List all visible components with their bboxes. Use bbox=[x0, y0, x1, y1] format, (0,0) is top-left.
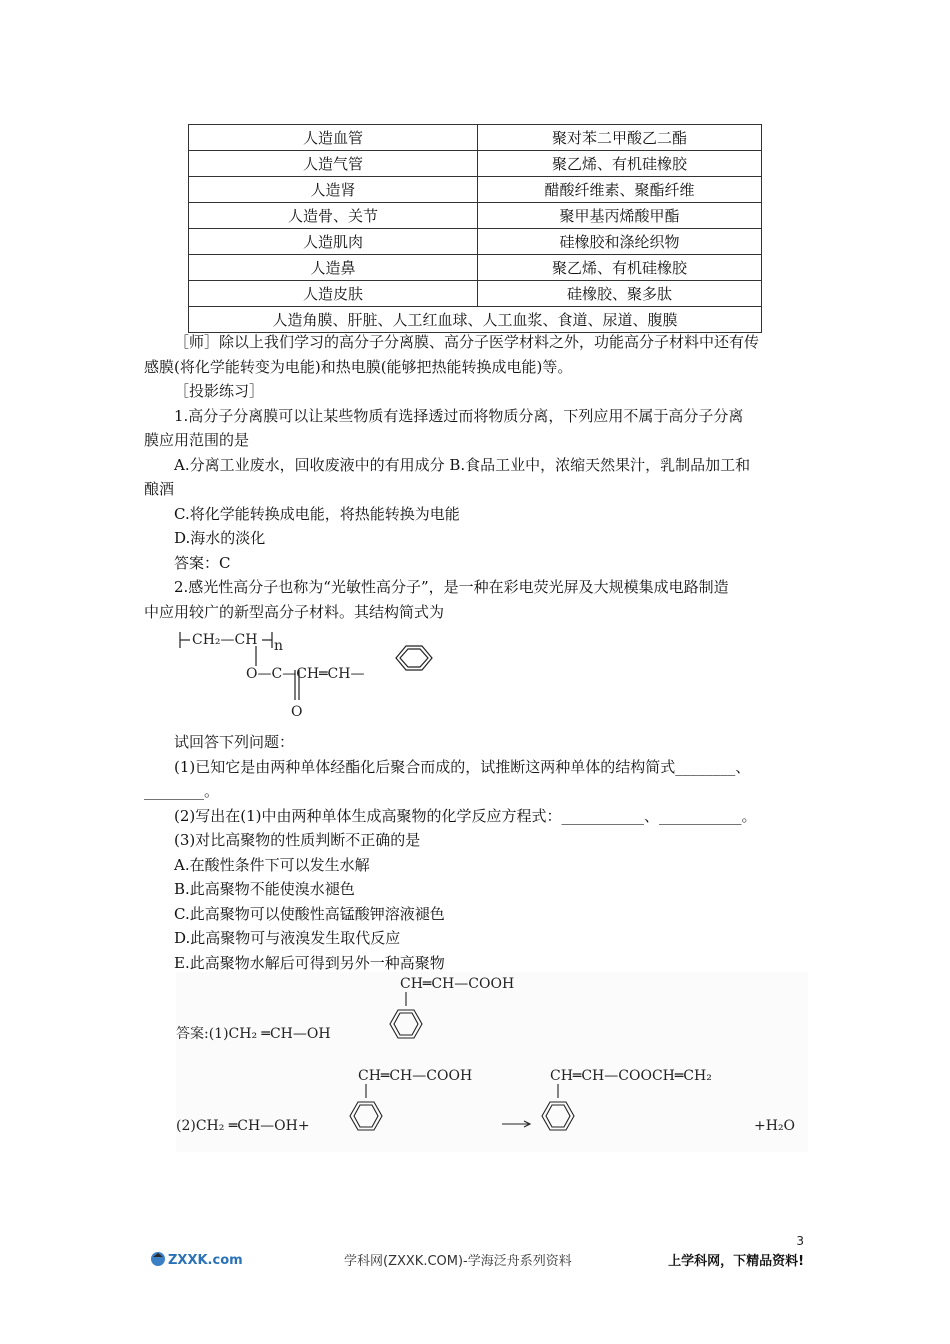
text-block-2 bbox=[144, 730, 808, 975]
answer: 答案：C bbox=[174, 553, 231, 572]
paragraph: 中应用较广的新型高分子材料。其结构简式为 bbox=[144, 602, 445, 621]
water-product: +H₂O bbox=[754, 1118, 796, 1134]
question-1: 1.高分子分离膜可以让某些物质有选择透过而将物质分离，下列应用不属于高分子分离 bbox=[174, 406, 744, 425]
table-cell: 硅橡胶、聚多肽 bbox=[478, 281, 762, 307]
option-a: A.在酸性条件下可以发生水解 bbox=[174, 855, 370, 874]
ester-top: CH═CH—COOCH═CH₂ bbox=[550, 1068, 712, 1084]
chain-text: CH₂—CH bbox=[192, 632, 258, 648]
option-e: E.此高聚物水解后可得到另外一种高聚物 bbox=[174, 953, 445, 972]
materials-table bbox=[188, 124, 762, 333]
carbonyl-o: O bbox=[291, 704, 303, 720]
zxxk-logo bbox=[148, 1248, 258, 1274]
table-row bbox=[189, 255, 762, 281]
table-row bbox=[189, 281, 762, 307]
question-2: 2.感光性高分子也称为“光敏性高分子”，是一种在彩电荧光屏及大规模集成电路制造 bbox=[174, 578, 729, 596]
answer-1-label: 答案:(1)CH₂ ═CH—OH bbox=[176, 1026, 331, 1042]
option-d: D.此高聚物可与液溴发生取代反应 bbox=[174, 929, 401, 947]
table-cell: 聚乙烯、有机硅橡胶 bbox=[478, 255, 762, 281]
svg-text:ZXXK.com: ZXXK.com bbox=[168, 1253, 243, 1268]
table-cell: 硅橡胶和涤纶织物 bbox=[478, 229, 762, 255]
table-cell: 聚乙烯、有机硅橡胶 bbox=[478, 151, 762, 177]
paragraph: 酿酒 bbox=[144, 480, 175, 498]
table-cell: 人造气管 bbox=[189, 151, 478, 177]
side-chain-text: O—C—CH═CH— bbox=[246, 666, 365, 682]
n-subscript: n bbox=[274, 638, 284, 654]
paragraph: 感膜(将化学能转变为电能)和热电膜(能够把热能转换成电能)等。 bbox=[144, 357, 573, 376]
paragraph: 膜应用范围的是 bbox=[144, 431, 250, 449]
table-cell: 人造血管 bbox=[189, 125, 478, 151]
equation-label: (2)CH₂ ═CH—OH+ bbox=[176, 1118, 310, 1134]
option-d: D.海水的淡化 bbox=[174, 529, 266, 547]
option-c: C.此高聚物可以使酸性高锰酸钾溶液褪色 bbox=[174, 904, 445, 923]
table-cell: 人造骨、关节 bbox=[189, 203, 478, 229]
table-cell: 人造皮肤 bbox=[189, 281, 478, 307]
option-b: B.此高聚物不能使溴水褪色 bbox=[174, 880, 355, 898]
table-cell: 醋酸纤维素、聚酯纤维 bbox=[478, 177, 762, 203]
sub-question-3: (3)对比高聚物的性质判断不正确的是 bbox=[174, 831, 421, 849]
option-a: A.分离工业废水，回收废液中的有用成分 B.食品工业中，浓缩天然果汁，乳制品加工和 bbox=[174, 455, 751, 474]
paragraph: 试回答下列问题： bbox=[174, 733, 295, 751]
text-block-1 bbox=[144, 330, 808, 624]
table-cell: 人造肌肉 bbox=[189, 229, 478, 255]
sub-question-2: (2)写出在(1)中由两种单体生成高聚物的化学反应方程式：___________、___________。 bbox=[174, 806, 757, 825]
table-row bbox=[189, 177, 762, 203]
table-row bbox=[189, 229, 762, 255]
acid-top: CH═CH—COOH bbox=[400, 976, 515, 992]
structural-formula bbox=[176, 624, 476, 720]
table-span-cell: 人造角膜、肝脏、人工红血球、人工血浆、食道、尿道、腹膜 bbox=[189, 307, 762, 333]
answer-figure bbox=[176, 972, 808, 1152]
table-row bbox=[189, 151, 762, 177]
section-header: ［投影练习］ bbox=[174, 382, 265, 400]
answer-diagram bbox=[176, 972, 808, 1152]
table-cell: 人造鼻 bbox=[189, 255, 478, 281]
sub-question-1: (1)已知它是由两种单体经酯化后聚合而成的，试推断这两种单体的结构简式________、 bbox=[174, 757, 751, 776]
polymer-structure-diagram bbox=[176, 624, 476, 720]
acid-mid: CH═CH—COOH bbox=[358, 1068, 473, 1084]
footer-slogan: 上学科网，下精品资料! bbox=[668, 1254, 804, 1269]
page-footer bbox=[0, 1234, 950, 1278]
paragraph: ［师］除以上我们学习的高分子分离膜、高分子医学材料之外，功能高分子材料中还有传 bbox=[174, 333, 760, 351]
option-c: C.将化学能转换成电能，将热能转换为电能 bbox=[174, 504, 460, 523]
table-row bbox=[189, 203, 762, 229]
table-row bbox=[189, 307, 762, 333]
footer-source: 学科网(ZXXK.COM)-学海泛舟系列资料 bbox=[344, 1254, 572, 1269]
page-number: 3 bbox=[796, 1234, 804, 1248]
table-cell: 人造肾 bbox=[189, 177, 478, 203]
table-row bbox=[189, 125, 762, 151]
table-cell: 聚对苯二甲酸乙二酯 bbox=[478, 125, 762, 151]
paragraph: ________。 bbox=[144, 782, 220, 800]
table-cell: 聚甲基丙烯酸甲酯 bbox=[478, 203, 762, 229]
